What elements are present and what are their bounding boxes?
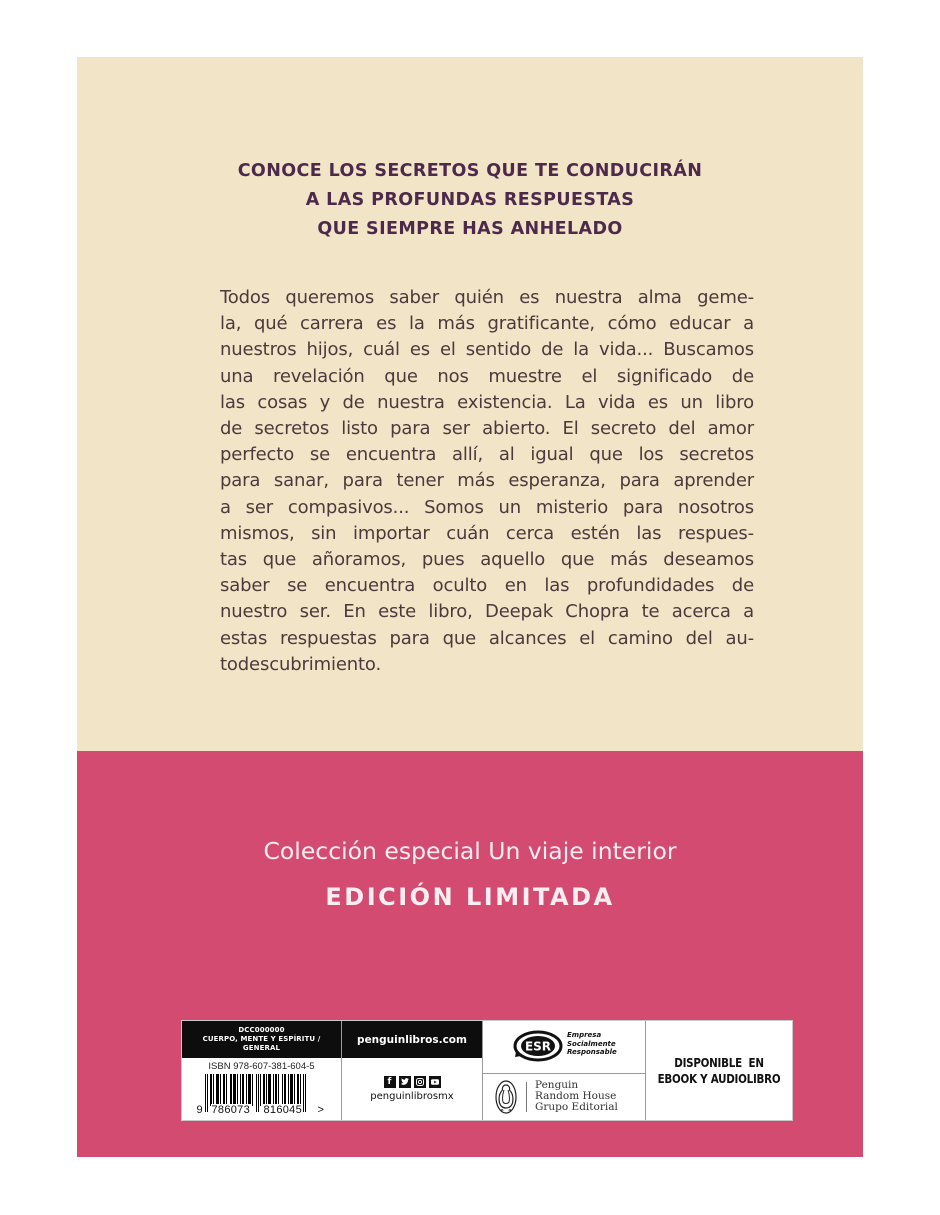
synopsis-line: nuestros hijos, cuál es el sentido de la vida... Buscamos (220, 339, 754, 361)
esr-logo-icon (513, 1030, 563, 1062)
synopsis-line: de secretos listo para ser abierto. El secreto del amor (220, 418, 754, 440)
publisher-column (483, 1021, 646, 1120)
synopsis-line: nuestro ser. En este libro, Deepak Chopra te acerca a (220, 601, 754, 623)
youtube-icon[interactable] (429, 1076, 441, 1088)
website-link[interactable]: penguinlibros.com (342, 1021, 482, 1058)
synopsis-line: a ser compasivos... Somos un misterio para nosotros (220, 496, 754, 518)
synopsis-line: mismos, sin importar cuán cerca estén las respues- (220, 522, 754, 544)
synopsis-line: tas que añoramos, pues aquello que más deseamos (220, 549, 754, 571)
instagram-icon[interactable] (414, 1076, 426, 1088)
synopsis-line: todescubrimiento. (220, 653, 382, 675)
availability-line: EBOOK Y AUDIOLIBRO (657, 1071, 781, 1086)
twitter-icon[interactable] (399, 1076, 411, 1088)
category-line: GENERAL (242, 1044, 281, 1052)
publisher-name: Penguin Random House Grupo Editorial (535, 1079, 618, 1113)
barcode-bars (205, 1074, 317, 1106)
synopsis-line: la, qué carrera es la más gratificante, cómo educar a (220, 313, 754, 335)
headline-line: CONOCE LOS SECRETOS QUE TE CONDUCIRÁN (237, 161, 703, 181)
synopsis-line: saber se encuentra oculto en las profundidades de (220, 575, 754, 597)
headline (77, 157, 863, 244)
synopsis-line: las cosas y de nuestra existencia. La vida es un libro (220, 391, 754, 413)
category-block (182, 1021, 341, 1058)
publisher-logo (483, 1074, 645, 1121)
limited-edition-label: EDICIÓN LIMITADA (325, 883, 615, 911)
facebook-icon[interactable]: f (384, 1076, 396, 1088)
barcode (197, 1074, 327, 1114)
synopsis-line: perfecto se encuentra allí, al igual que los secretos (220, 444, 754, 466)
headline-line: A LAS PROFUNDAS RESPUESTAS (305, 190, 635, 210)
cream-section (77, 57, 863, 751)
category-line: CUERPO, MENTE Y ESPÍRITU / (202, 1035, 321, 1043)
esr-badge (483, 1021, 645, 1074)
category-code: DCC000000 (238, 1026, 285, 1034)
esr-caption: Empresa Socialmente Responsable (567, 1031, 617, 1056)
barcode-digit-first: 9 (196, 1104, 203, 1116)
web-column (342, 1021, 483, 1120)
synopsis-line: para sanar, para tener más esperanza, para aprender (220, 470, 754, 492)
divider (526, 1082, 527, 1112)
barcode-marker: > (317, 1104, 324, 1116)
barcode-digit-group: 786073 (211, 1104, 251, 1116)
social-handle[interactable]: penguinlibrosmx (370, 1091, 454, 1102)
synopsis-line: estas respuestas para que alcances el camino del au- (220, 627, 754, 649)
social-icons (342, 1076, 482, 1088)
headline-line: QUE SIEMPRE HAS ANHELADO (317, 219, 623, 239)
barcode-digit-group: 816045 (263, 1104, 303, 1116)
availability-note (656, 1021, 782, 1120)
availability-column (646, 1021, 792, 1120)
isbn-text: ISBN 978-607-381-604-5 (208, 1061, 315, 1072)
penguin-icon (495, 1080, 517, 1114)
collection-label: Colección especial Un viaje interior (263, 837, 677, 865)
synopsis-line: una revelación que nos muestre el significado de (220, 365, 754, 387)
book-back-cover (77, 57, 863, 1157)
svg-text:ESR: ESR (524, 1039, 552, 1054)
synopsis-line: Todos queremos saber quién es nuestra alma geme- (220, 287, 754, 308)
isbn-column (182, 1021, 342, 1120)
info-box (181, 1020, 793, 1121)
synopsis (220, 285, 754, 678)
availability-line: DISPONIBLE EN (674, 1055, 764, 1070)
